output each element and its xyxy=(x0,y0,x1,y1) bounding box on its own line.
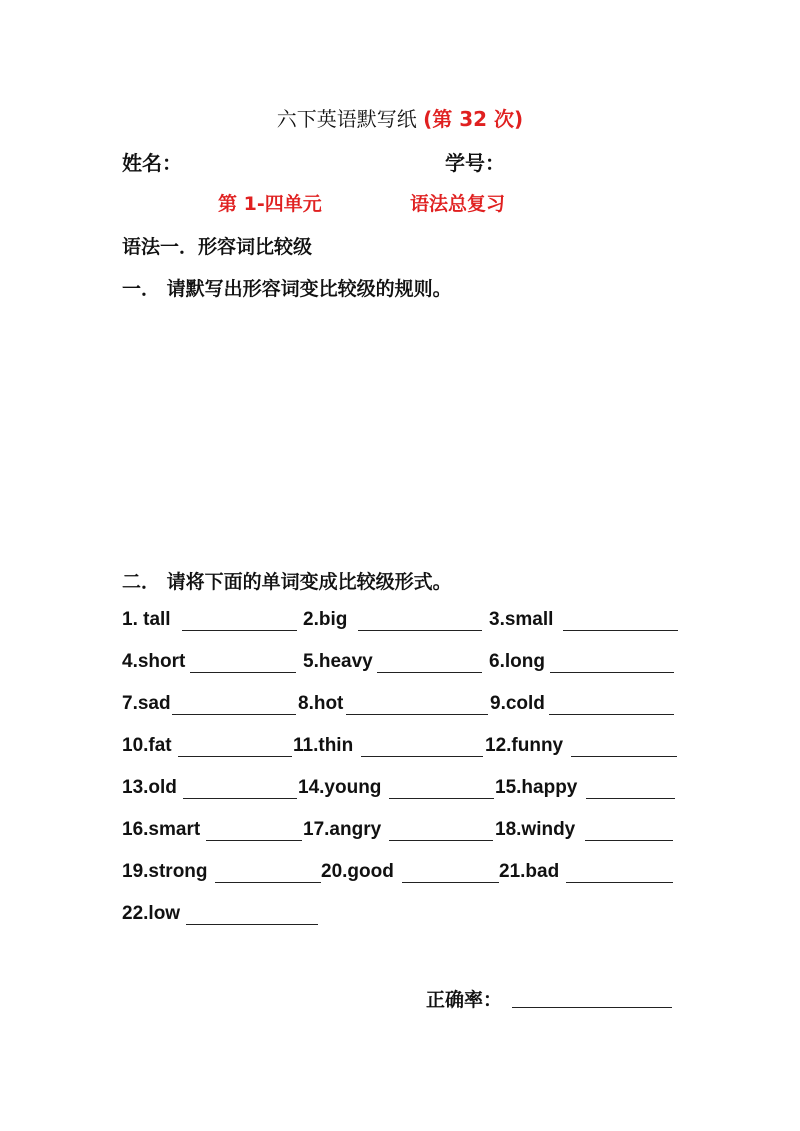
answer-blank[interactable] xyxy=(550,672,674,673)
word-item: 22.low xyxy=(122,903,181,924)
title-main: 六下英语默写纸 xyxy=(276,107,417,131)
word-item: 10.fat xyxy=(122,735,172,756)
word-item: 9.cold xyxy=(490,693,545,714)
word-item: 13.old xyxy=(122,777,177,798)
word-item: 6.long xyxy=(489,651,545,672)
answer-blank[interactable] xyxy=(586,798,675,799)
word-item: 21.bad xyxy=(499,861,560,882)
answer-blank[interactable] xyxy=(402,882,499,883)
answer-blank[interactable] xyxy=(172,714,296,715)
word-item: 1. tall xyxy=(122,609,171,630)
word-item: 4.short xyxy=(122,651,186,672)
word-item: 14.young xyxy=(298,777,382,798)
word-item: 17.angry xyxy=(303,819,382,840)
answer-blank[interactable] xyxy=(571,756,677,757)
word-item: 8.hot xyxy=(298,693,344,714)
word-item: 5.heavy xyxy=(303,651,373,672)
answer-blank[interactable] xyxy=(215,882,321,883)
units-scope: 第 1-四单元 xyxy=(218,193,322,215)
accuracy-blank[interactable] xyxy=(512,1007,672,1008)
answer-blank[interactable] xyxy=(361,756,483,757)
answer-blank[interactable] xyxy=(182,630,297,631)
word-item: 3.small xyxy=(489,609,554,630)
answer-blank[interactable] xyxy=(178,756,292,757)
page-title xyxy=(0,103,800,132)
word-item: 11.thin xyxy=(293,735,354,756)
review-topic: 语法总复习 xyxy=(410,193,506,215)
student-id-label: 学号： xyxy=(445,151,505,175)
word-item: 7.sad xyxy=(122,693,171,714)
answer-blank[interactable] xyxy=(206,840,302,841)
answer-blank[interactable] xyxy=(183,798,297,799)
part2-heading: 二． 请将下面的单词变成比较级形式。 xyxy=(122,571,452,593)
word-item: 12.funny xyxy=(485,735,564,756)
title-number: (第 32 次) xyxy=(423,107,524,131)
answer-blank[interactable] xyxy=(389,798,494,799)
answer-blank[interactable] xyxy=(358,630,482,631)
answer-blank[interactable] xyxy=(563,630,678,631)
answer-blank[interactable] xyxy=(566,882,673,883)
answer-blank[interactable] xyxy=(549,714,674,715)
answer-blank[interactable] xyxy=(186,924,318,925)
word-item: 16.smart xyxy=(122,819,201,840)
answer-blank[interactable] xyxy=(585,840,673,841)
word-item: 20.good xyxy=(321,861,394,882)
grammar-heading: 语法一．形容词比较级 xyxy=(122,236,313,258)
answer-blank[interactable] xyxy=(389,840,493,841)
word-item: 2.big xyxy=(303,609,348,630)
part1-heading: 一． 请默写出形容词变比较级的规则。 xyxy=(122,278,452,300)
accuracy-label: 正确率： xyxy=(426,989,503,1011)
word-item: 18.windy xyxy=(495,819,576,840)
word-item: 19.strong xyxy=(122,861,208,882)
answer-blank[interactable] xyxy=(190,672,296,673)
word-item: 15.happy xyxy=(495,777,578,798)
answer-blank[interactable] xyxy=(377,672,482,673)
name-label: 姓名： xyxy=(122,151,182,175)
answer-blank[interactable] xyxy=(346,714,488,715)
